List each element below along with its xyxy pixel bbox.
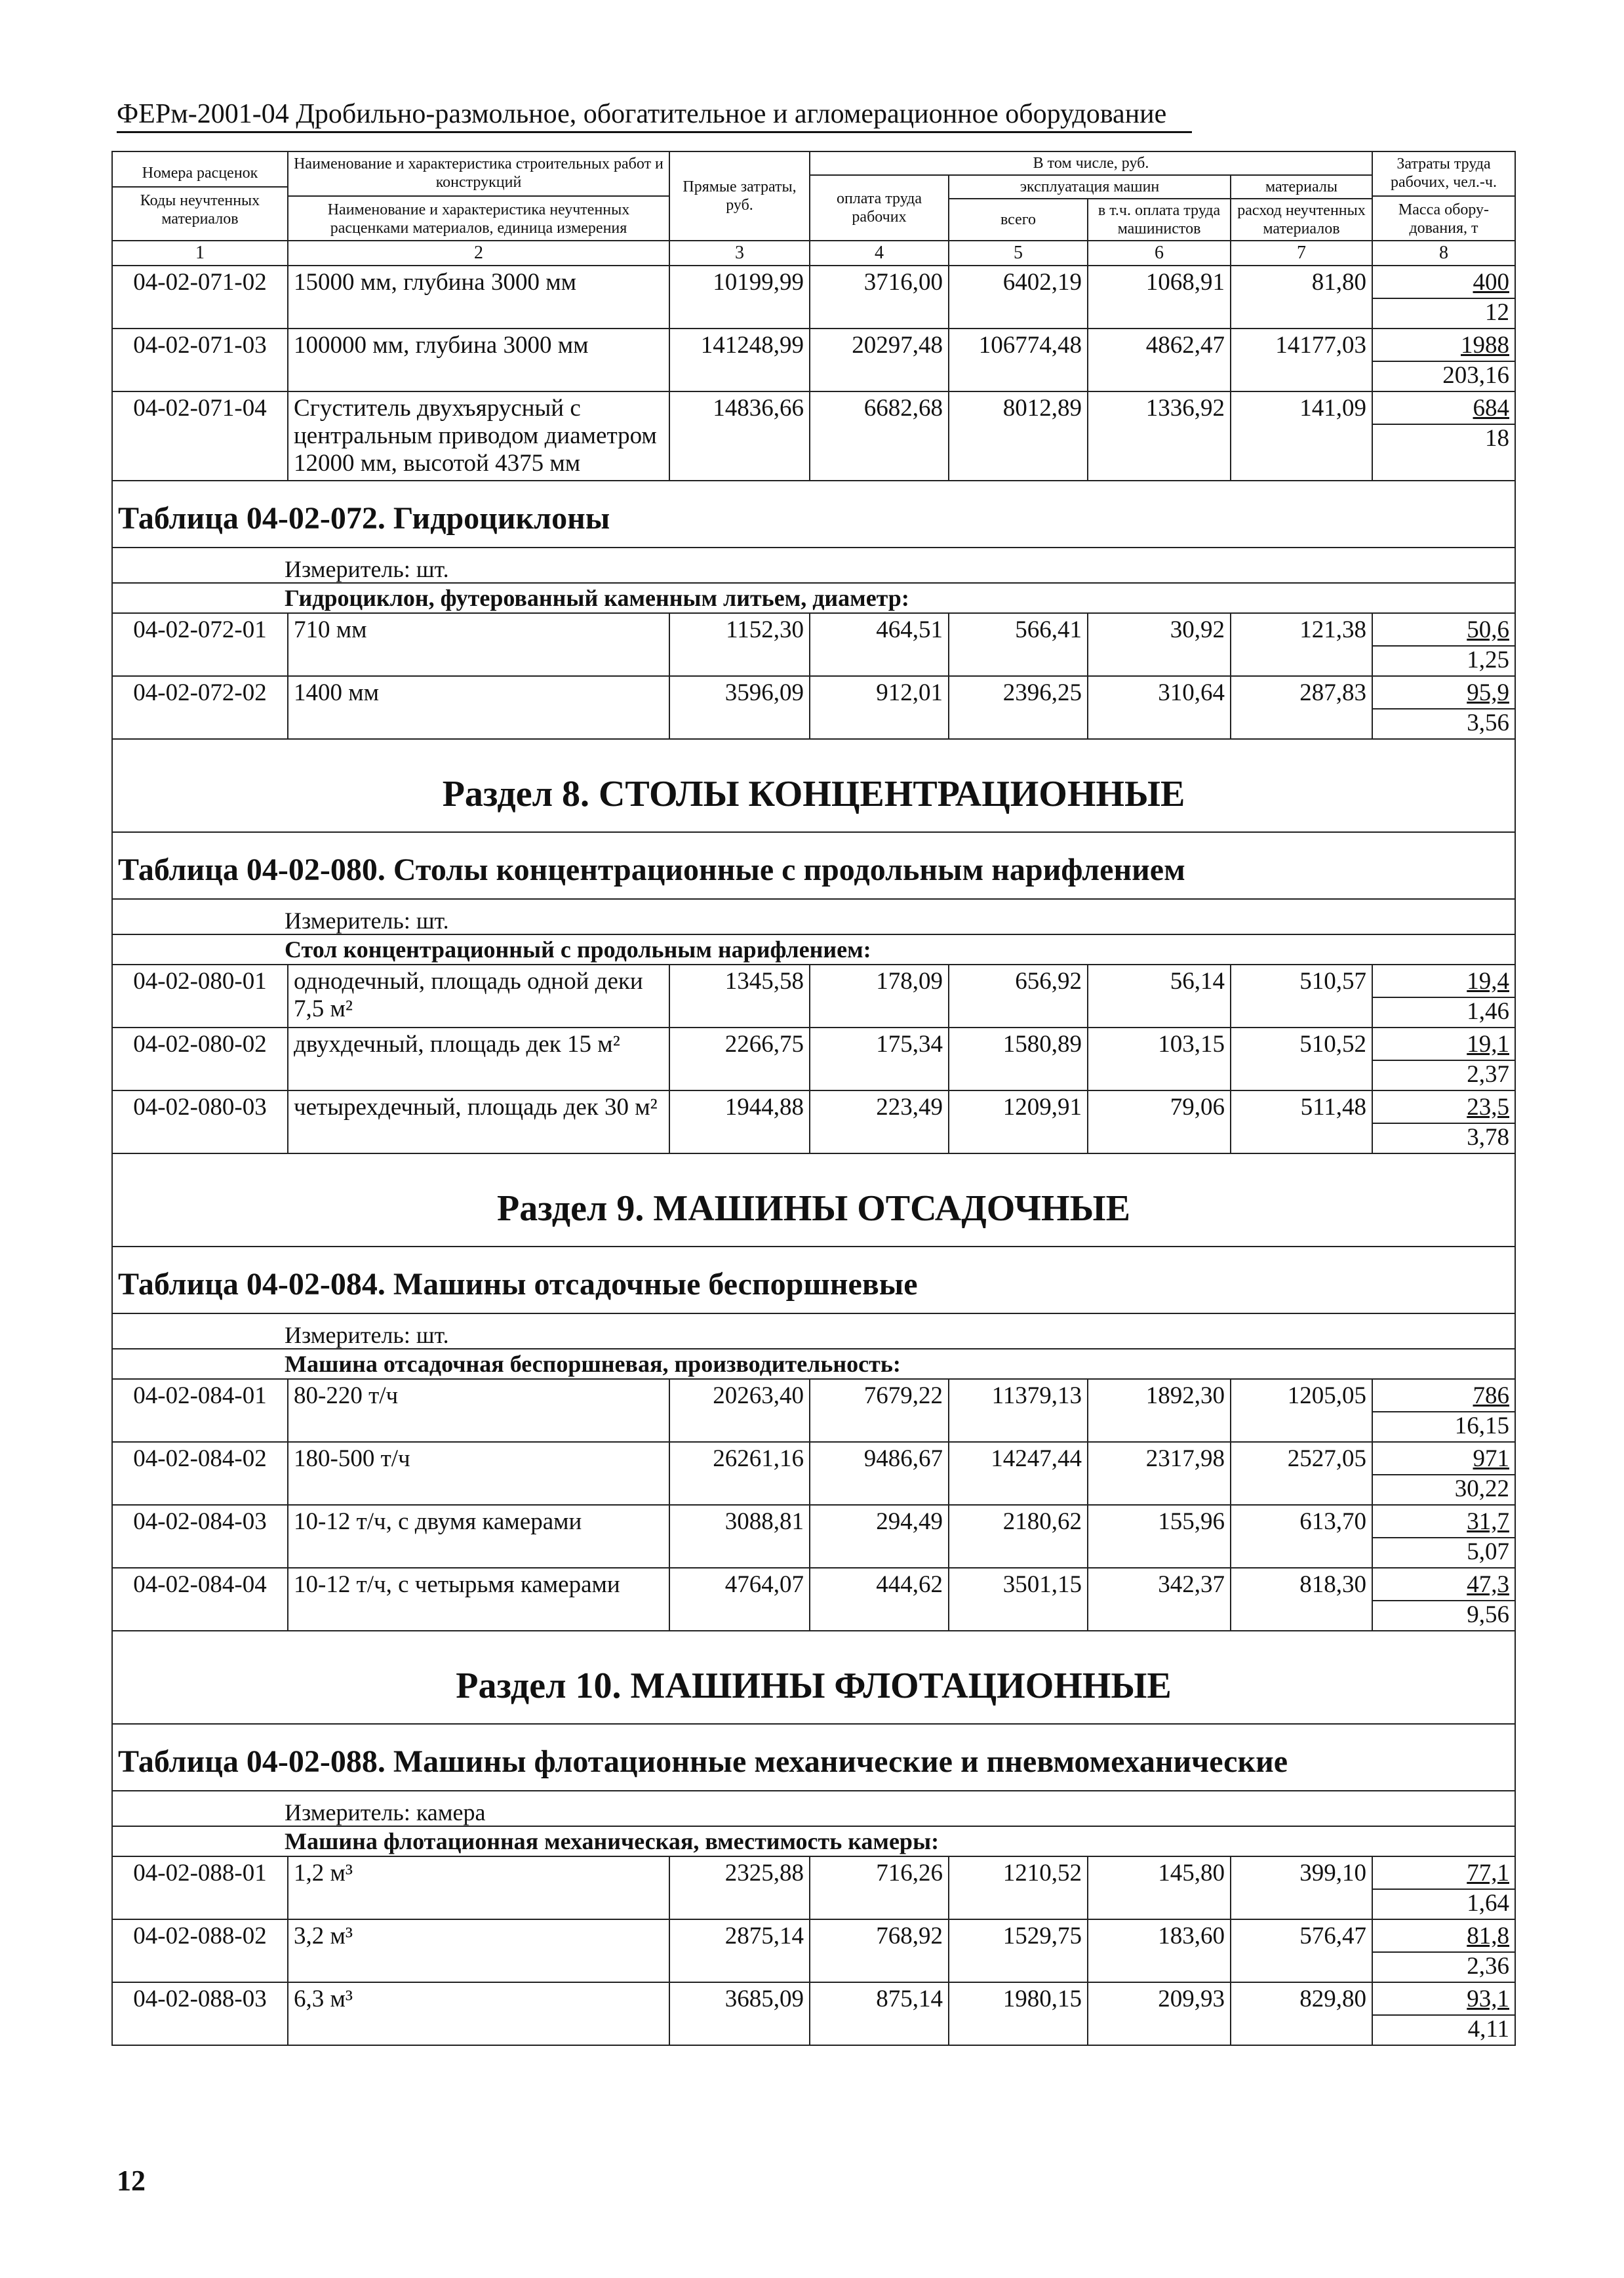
direct-costs: 3596,09 <box>669 676 810 739</box>
materials-cost: 613,70 <box>1231 1505 1372 1568</box>
machines-total: 2396,25 <box>949 676 1088 739</box>
equipment-mass: 9,56 <box>1373 1600 1515 1629</box>
labor-mass-cell <box>1372 1982 1515 2045</box>
col-material-name-label: Наименование и характеристика неучтенных расценками материалов, единица измерения <box>288 195 669 237</box>
rate-code: 04-02-084-01 <box>112 1379 288 1442</box>
measure-row <box>112 899 1515 934</box>
labor-hours: 95,9 <box>1467 679 1509 706</box>
rate-name: 180-500 т/ч <box>288 1442 669 1505</box>
group-row <box>112 1826 1515 1856</box>
col-machines-header: эксплуатация машин <box>949 175 1231 199</box>
worker-pay: 175,34 <box>810 1028 949 1090</box>
labor-hours: 19,4 <box>1467 968 1509 995</box>
operator-pay: 1068,91 <box>1088 266 1231 329</box>
operator-pay: 342,37 <box>1088 1568 1231 1631</box>
machines-total: 106774,48 <box>949 329 1088 391</box>
col-unaccounted-materials-header: расход неучтенных материалов <box>1231 199 1372 241</box>
direct-costs: 141248,99 <box>669 329 810 391</box>
labor-mass-cell <box>1372 1568 1515 1631</box>
machines-total: 14247,44 <box>949 1442 1088 1505</box>
group-heading: Машина флотационная механическая, вместимость камеры: <box>112 1826 1515 1856</box>
table-row <box>112 613 1515 676</box>
labor-mass-cell <box>1372 965 1515 1028</box>
direct-costs: 3088,81 <box>669 1505 810 1568</box>
rate-code: 04-02-080-03 <box>112 1090 288 1153</box>
labor-mass-cell <box>1372 1505 1515 1568</box>
worker-pay: 3716,00 <box>810 266 949 329</box>
rate-code: 04-02-080-02 <box>112 1028 288 1090</box>
labor-mass-cell <box>1372 266 1515 329</box>
column-number: 2 <box>288 241 669 266</box>
direct-costs: 3685,09 <box>669 1982 810 2045</box>
rate-code: 04-02-071-03 <box>112 329 288 391</box>
col-material-code-label: Коды неучтенных материалов <box>113 186 287 228</box>
equipment-mass: 1,25 <box>1373 645 1515 674</box>
operator-pay: 183,60 <box>1088 1919 1231 1982</box>
materials-cost: 1205,05 <box>1231 1379 1372 1442</box>
worker-pay: 464,51 <box>810 613 949 676</box>
equipment-mass: 3,78 <box>1373 1123 1515 1151</box>
labor-hours: 23,5 <box>1467 1094 1509 1121</box>
rate-name: 1400 мм <box>288 676 669 739</box>
table-row <box>112 965 1515 1028</box>
column-number: 8 <box>1372 241 1515 266</box>
equipment-mass: 1,64 <box>1373 1888 1515 1917</box>
col-including-header: В том числе, руб. <box>810 151 1372 175</box>
labor-mass-cell <box>1372 1090 1515 1153</box>
rate-name: 15000 мм, глубина 3000 мм <box>288 266 669 329</box>
rate-code: 04-02-071-02 <box>112 266 288 329</box>
rate-name: 1,2 м³ <box>288 1856 669 1919</box>
worker-pay: 6682,68 <box>810 391 949 481</box>
table-row <box>112 1090 1515 1153</box>
table-body <box>112 151 1515 2045</box>
group-heading: Стол концентрационный с продольным нарифлением: <box>112 934 1515 965</box>
operator-pay: 1336,92 <box>1088 391 1231 481</box>
machines-total: 1980,15 <box>949 1982 1088 2045</box>
direct-costs: 2325,88 <box>669 1856 810 1919</box>
machines-total: 6402,19 <box>949 266 1088 329</box>
col-worker-pay-header: оплата труда рабочих <box>810 175 949 241</box>
labor-hours: 81,8 <box>1467 1923 1509 1949</box>
group-heading: Машина отсадочная беспоршневая, производительность: <box>112 1349 1515 1379</box>
materials-cost: 81,80 <box>1231 266 1372 329</box>
equipment-mass: 1,46 <box>1373 997 1515 1026</box>
materials-cost: 287,83 <box>1231 676 1372 739</box>
worker-pay: 444,62 <box>810 1568 949 1631</box>
materials-cost: 14177,03 <box>1231 329 1372 391</box>
direct-costs: 2875,14 <box>669 1919 810 1982</box>
col-materials-header: материалы <box>1231 175 1372 199</box>
table-title: Таблица 04-02-072. Гидроциклоны <box>112 481 1515 548</box>
direct-costs: 1152,30 <box>669 613 810 676</box>
equipment-mass: 16,15 <box>1373 1411 1515 1440</box>
labor-hours: 50,6 <box>1467 616 1509 643</box>
col-direct-costs-header: Прямые затраты, руб. <box>669 151 810 241</box>
operator-pay: 56,14 <box>1088 965 1231 1028</box>
machines-total: 3501,15 <box>949 1568 1088 1631</box>
materials-cost: 141,09 <box>1231 391 1372 481</box>
rate-name: 80-220 т/ч <box>288 1379 669 1442</box>
rate-code: 04-02-084-02 <box>112 1442 288 1505</box>
direct-costs: 4764,07 <box>669 1568 810 1631</box>
worker-pay: 716,26 <box>810 1856 949 1919</box>
column-number-row <box>112 241 1515 266</box>
page-number: 12 <box>117 2165 146 2197</box>
rate-name: 3,2 м³ <box>288 1919 669 1982</box>
materials-cost: 829,80 <box>1231 1982 1372 2045</box>
section-row <box>112 739 1515 832</box>
worker-pay: 768,92 <box>810 1919 949 1982</box>
measure-row <box>112 1791 1515 1826</box>
operator-pay: 30,92 <box>1088 613 1231 676</box>
direct-costs: 10199,99 <box>669 266 810 329</box>
column-number: 6 <box>1088 241 1231 266</box>
table-row <box>112 1919 1515 1982</box>
rate-code: 04-02-088-01 <box>112 1856 288 1919</box>
rate-code: 04-02-080-01 <box>112 965 288 1028</box>
labor-mass-cell <box>1372 1028 1515 1090</box>
worker-pay: 7679,22 <box>810 1379 949 1442</box>
machines-total: 1209,91 <box>949 1090 1088 1153</box>
worker-pay: 875,14 <box>810 1982 949 2045</box>
rate-code: 04-02-071-04 <box>112 391 288 481</box>
worker-pay: 178,09 <box>810 965 949 1028</box>
group-heading: Гидроциклон, футерованный каменным литьем, диаметр: <box>112 583 1515 613</box>
table-row <box>112 1442 1515 1505</box>
labor-mass-cell <box>1372 1856 1515 1919</box>
labor-hours: 971 <box>1473 1445 1509 1472</box>
table-row <box>112 1568 1515 1631</box>
col-operator-pay-header: в т.ч. оплата труда машинистов <box>1088 199 1231 241</box>
group-row <box>112 583 1515 613</box>
operator-pay: 4862,47 <box>1088 329 1231 391</box>
column-number: 1 <box>112 241 288 266</box>
direct-costs: 2266,75 <box>669 1028 810 1090</box>
rate-name: 10-12 т/ч, с двумя камерами <box>288 1505 669 1568</box>
equipment-mass: 18 <box>1373 424 1515 452</box>
labor-mass-cell <box>1372 1919 1515 1982</box>
machines-total: 1529,75 <box>949 1919 1088 1982</box>
labor-mass-cell <box>1372 676 1515 739</box>
rate-name: Сгуститель двухъярусный с центральным приводом диаметром 12000 мм, высотой 4375 мм <box>288 391 669 481</box>
materials-cost: 399,10 <box>1231 1856 1372 1919</box>
col-mass-label: Масса обору-дования, т <box>1373 195 1515 237</box>
materials-cost: 818,30 <box>1231 1568 1372 1631</box>
measure-unit: Измеритель: шт. <box>112 899 1515 934</box>
labor-hours: 400 <box>1473 269 1509 296</box>
table-title: Таблица 04-02-084. Машины отсадочные беспоршневые <box>112 1247 1515 1313</box>
column-number: 3 <box>669 241 810 266</box>
table-row <box>112 391 1515 481</box>
group-row <box>112 934 1515 965</box>
col-labor-header <box>1372 151 1515 241</box>
table-header-row-1 <box>112 151 1515 175</box>
section-title: Раздел 9. МАШИНЫ ОТСАДОЧНЫЕ <box>112 1153 1515 1247</box>
column-number: 7 <box>1231 241 1372 266</box>
rate-code: 04-02-088-03 <box>112 1982 288 2045</box>
machines-total: 656,92 <box>949 965 1088 1028</box>
worker-pay: 294,49 <box>810 1505 949 1568</box>
labor-hours: 47,3 <box>1467 1571 1509 1598</box>
col-rate-number-label: Номера расценок <box>142 165 258 182</box>
equipment-mass: 12 <box>1373 298 1515 327</box>
rate-name: 710 мм <box>288 613 669 676</box>
operator-pay: 103,15 <box>1088 1028 1231 1090</box>
rate-name: 6,3 м³ <box>288 1982 669 2045</box>
labor-mass-cell <box>1372 1442 1515 1505</box>
page-header: ФЕРм-2001-04 Дробильно-размольное, обогатительное и агломерационное оборудование <box>117 98 1192 133</box>
operator-pay: 79,06 <box>1088 1090 1231 1153</box>
rate-name: 100000 мм, глубина 3000 мм <box>288 329 669 391</box>
table-title: Таблица 04-02-088. Машины флотационные механические и пневмомеханические <box>112 1724 1515 1791</box>
labor-mass-cell <box>1372 613 1515 676</box>
labor-mass-cell <box>1372 1379 1515 1442</box>
machines-total: 566,41 <box>949 613 1088 676</box>
col-work-name-label: Наименование и характеристика строительных работ и конструкций <box>294 155 663 191</box>
section-title: Раздел 10. МАШИНЫ ФЛОТАЦИОННЫЕ <box>112 1631 1515 1724</box>
labor-hours: 786 <box>1473 1382 1509 1409</box>
rate-table <box>111 151 1515 2046</box>
labor-hours: 1988 <box>1461 332 1509 359</box>
section-row <box>112 1631 1515 1724</box>
equipment-mass: 2,36 <box>1373 1951 1515 1980</box>
equipment-mass: 2,37 <box>1373 1060 1515 1089</box>
equipment-mass: 4,11 <box>1373 2014 1515 2043</box>
direct-costs: 26261,16 <box>669 1442 810 1505</box>
measure-row <box>112 548 1515 583</box>
col-machines-total-header: всего <box>949 199 1088 241</box>
equipment-mass: 3,56 <box>1373 708 1515 737</box>
col-name-header <box>288 151 669 241</box>
equipment-mass: 5,07 <box>1373 1537 1515 1566</box>
machines-total: 1580,89 <box>949 1028 1088 1090</box>
table-row <box>112 1982 1515 2045</box>
labor-hours: 19,1 <box>1467 1031 1509 1058</box>
table-title-row <box>112 1247 1515 1313</box>
direct-costs: 20263,40 <box>669 1379 810 1442</box>
table-row <box>112 1856 1515 1919</box>
table-row <box>112 329 1515 391</box>
rate-code: 04-02-088-02 <box>112 1919 288 1982</box>
direct-costs: 1345,58 <box>669 965 810 1028</box>
measure-row <box>112 1313 1515 1349</box>
table-row <box>112 1379 1515 1442</box>
machines-total: 2180,62 <box>949 1505 1088 1568</box>
worker-pay: 20297,48 <box>810 329 949 391</box>
column-number: 4 <box>810 241 949 266</box>
operator-pay: 310,64 <box>1088 676 1231 739</box>
labor-hours: 93,1 <box>1467 1986 1509 2012</box>
col-labor-label: Затраты труда рабочих, чел.-ч. <box>1391 155 1497 191</box>
table-title-row <box>112 481 1515 548</box>
rate-name: однодечный, площадь одной деки 7,5 м² <box>288 965 669 1028</box>
materials-cost: 2527,05 <box>1231 1442 1372 1505</box>
table-title-row <box>112 832 1515 899</box>
labor-hours: 77,1 <box>1467 1860 1509 1887</box>
rate-name: двухдечный, площадь дек 15 м² <box>288 1028 669 1090</box>
machines-total: 11379,13 <box>949 1379 1088 1442</box>
labor-hours: 684 <box>1473 395 1509 422</box>
group-row <box>112 1349 1515 1379</box>
materials-cost: 510,57 <box>1231 965 1372 1028</box>
operator-pay: 209,93 <box>1088 1982 1231 2045</box>
rate-name: 10-12 т/ч, с четырьмя камерами <box>288 1568 669 1631</box>
rate-code: 04-02-072-02 <box>112 676 288 739</box>
operator-pay: 2317,98 <box>1088 1442 1231 1505</box>
measure-unit: Измеритель: шт. <box>112 548 1515 583</box>
rate-name: четырехдечный, площадь дек 30 м² <box>288 1090 669 1153</box>
equipment-mass: 30,22 <box>1373 1474 1515 1503</box>
machines-total: 8012,89 <box>949 391 1088 481</box>
direct-costs: 14836,66 <box>669 391 810 481</box>
table-row <box>112 266 1515 329</box>
col-codes-header <box>112 151 288 241</box>
worker-pay: 9486,67 <box>810 1442 949 1505</box>
rate-code: 04-02-072-01 <box>112 613 288 676</box>
operator-pay: 1892,30 <box>1088 1379 1231 1442</box>
materials-cost: 576,47 <box>1231 1919 1372 1982</box>
table-row <box>112 1505 1515 1568</box>
table-row <box>112 676 1515 739</box>
direct-costs: 1944,88 <box>669 1090 810 1153</box>
operator-pay: 155,96 <box>1088 1505 1231 1568</box>
section-row <box>112 1153 1515 1247</box>
materials-cost: 510,52 <box>1231 1028 1372 1090</box>
worker-pay: 912,01 <box>810 676 949 739</box>
materials-cost: 121,38 <box>1231 613 1372 676</box>
measure-unit: Измеритель: шт. <box>112 1313 1515 1349</box>
labor-mass-cell <box>1372 329 1515 391</box>
labor-mass-cell <box>1372 391 1515 481</box>
machines-total: 1210,52 <box>949 1856 1088 1919</box>
labor-hours: 31,7 <box>1467 1508 1509 1535</box>
column-number: 5 <box>949 241 1088 266</box>
operator-pay: 145,80 <box>1088 1856 1231 1919</box>
table-title-row <box>112 1724 1515 1791</box>
measure-unit: Измеритель: камера <box>112 1791 1515 1826</box>
table-row <box>112 1028 1515 1090</box>
section-title: Раздел 8. СТОЛЫ КОНЦЕНТРАЦИОННЫЕ <box>112 739 1515 832</box>
equipment-mass: 203,16 <box>1373 361 1515 390</box>
table-title: Таблица 04-02-080. Столы концентрационные с продольным нарифлением <box>112 832 1515 899</box>
worker-pay: 223,49 <box>810 1090 949 1153</box>
materials-cost: 511,48 <box>1231 1090 1372 1153</box>
rate-code: 04-02-084-04 <box>112 1568 288 1631</box>
rate-code: 04-02-084-03 <box>112 1505 288 1568</box>
